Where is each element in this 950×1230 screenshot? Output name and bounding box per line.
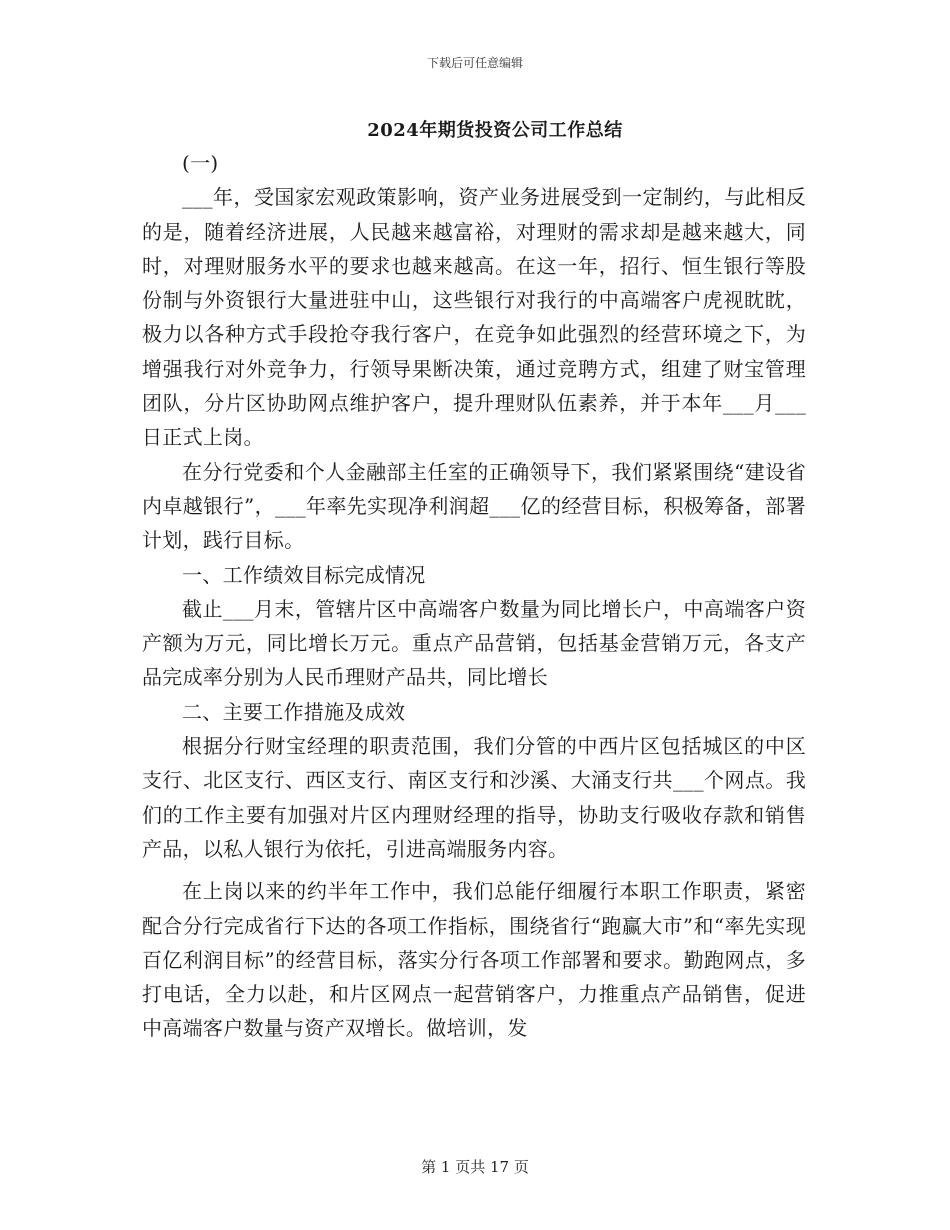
paragraph: 截止___月末，管辖片区中高端客户数量为同比增长户，中高端客户资产额为万元，同比增长万元。重点产品营销，包括基金营销万元，各支产品完成率分别为人民币理财产品共，同比增长 (142, 596, 806, 690)
header-note: 下载后可任意编辑 (426, 56, 523, 70)
section-heading: 一、工作绩效目标完成情况 (182, 562, 426, 587)
paragraph: 根据分行财宝经理的职责范围，我们分管的中西片区包括城区的中区支行、北区支行、西区支行、南区支行和沙溪、大涌支行共___个网点。我们的工作主要有加强对片区内理财经理的指导，协助支行吸收存款和销售产品，以私人银行为依托，引进高端服务内容。 (142, 734, 806, 861)
page-footer: 第 1 页共 17 页 (421, 1158, 529, 1176)
section-marker: (一) (182, 151, 219, 175)
paragraph: 在上岗以来的约半年工作中，我们总能仔细履行本职工作职责，紧密配合分行完成省行下达的各项工作指标，围绕省行“跑赢大市”和“率先实现百亿利润目标”的经营目标，落实分行各项工作部署和要求。勤跑网点，多打电话，全力以赴，和片区网点一起营销客户，力推重点产品销售，促进中高端客户数量与资产双增长。做培训，发 (142, 879, 806, 1041)
paragraph: 在分行党委和个人金融部主任室的正确领导下，我们紧紧围绕“建设省内卓越银行”，___年率先实现净利润超___亿的经营目标，积极筹备，部署计划，践行目标。 (142, 459, 806, 553)
section-heading: 二、主要工作措施及成效 (182, 699, 406, 724)
document-body (142, 146, 806, 1046)
paragraph: ___年，受国家宏观政策影响，资产业务进展受到一定制约，与此相反的是，随着经济进展，人民越来越富裕，对理财的需求却是越来越大，同时，对理财服务水平的要求也越来越高。在这一年，招行、恒生银行等股份制与外资银行大量进驻中山，这些银行对我行的中高端客户虎视眈眈，极力以各种方式手段抢夺我行客户，在竞争如此强烈的经营环境之下，为增强我行对外竞争力，行领导果断决策，通过竞聘方式，组建了财宝管理团队，分片区协助网点维护客户，提升理财队伍素养，并于本年___月___日正式上岗。 (142, 185, 806, 450)
document-title: 2024年期货投资公司工作总结 (367, 120, 623, 141)
